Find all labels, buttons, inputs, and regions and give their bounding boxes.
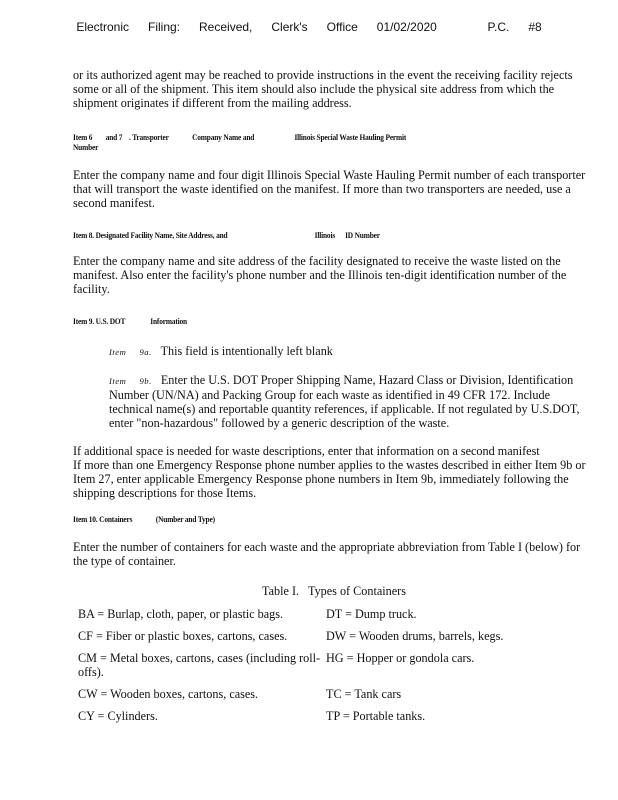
- item-9a-tag: Item 9a.: [109, 347, 152, 357]
- table-cell: DW = Wooden drums, barrels, kegs.: [326, 629, 504, 643]
- item-6-7-paragraph: Enter the company name and four digit Illinois Special Waste Hauling Permit number of each transporter that will transport the waste identified on the manifest. If more than two transporters are needed, use a second manifest.: [73, 168, 586, 210]
- item-9b-tag: Item 9b.: [109, 376, 152, 386]
- table-cell: CY = Cylinders.: [78, 709, 158, 723]
- page-header: [0, 20, 618, 34]
- item-9-additional-1: If additional space is needed for waste descriptions, enter that information on a second manifest: [73, 444, 540, 458]
- table-cell: DT = Dump truck.: [326, 607, 417, 621]
- item-6-7-heading: Item 6 and 7 . Transporter Company Name and Illinois Special Waste Hauling Permit: [73, 132, 407, 142]
- table-cell: HG = Hopper or gondola cars.: [326, 651, 475, 665]
- item-6-7-heading-cont: Number: [73, 142, 99, 152]
- item-9b: [109, 373, 595, 430]
- item-9-additional-2: If more than one Emergency Response phone number applies to the wastes described in either Item 9b or Item 27, enter applicable Emergency Response phone numbers in Item 9b, immediately following the shipping descriptions for those Items.: [73, 458, 586, 500]
- table-row: [76, 607, 556, 629]
- table-row: [76, 709, 556, 731]
- table-cell: CM = Metal boxes, cartons, cases (including roll-offs).: [78, 651, 321, 679]
- table-caption: Table I. Types of Containers: [262, 584, 406, 598]
- item-10-paragraph: Enter the number of containers for each waste and the appropriate abbreviation from Table I (below) for the type of container.: [73, 540, 581, 568]
- table-row: [76, 651, 556, 687]
- table-cell: BA = Burlap, cloth, paper, or plastic bags.: [78, 607, 284, 621]
- table-cell: TC = Tank cars: [326, 687, 402, 701]
- item-9a-text: This field is intentionally left blank: [160, 344, 333, 358]
- filing-stamp: Electronic Filing: Received, Clerk's Office 01/02/2020: [76, 20, 437, 34]
- item-9-heading: Item 9. U.S. DOT Information: [73, 316, 187, 326]
- container-types-table: [76, 607, 556, 731]
- table-cell: TP = Portable tanks.: [326, 709, 426, 723]
- table-row: [76, 629, 556, 651]
- table-row: [76, 687, 556, 709]
- item-10-heading: Item 10. Containers (Number and Type): [73, 514, 215, 524]
- pc-number: P.C. #8: [487, 20, 542, 34]
- table-cell: CW = Wooden boxes, cartons, cases.: [78, 687, 259, 701]
- item-9b-text: Enter the U.S. DOT Proper Shipping Name, Hazard Class or Division, Identification Number (UN/NA) and Packing Group for each waste as identified in 49 CFR 172. Include technical name(s) and reportable quantity references, if applicable. If not regulated by U.S.DOT, enter "non-hazardous" followed by a generic description of the waste.: [109, 373, 580, 430]
- document-body: [73, 68, 595, 731]
- item-8-paragraph: Enter the company name and site address of the facility designated to receive the waste listed on the manifest. Also enter the facility's phone number and the Illinois ten-digit identification number of the facility.: [73, 254, 567, 296]
- item-9a: [109, 344, 595, 359]
- item-8-heading: Item 8. Designated Facility Name, Site Address, and Illinois ID Number: [73, 230, 380, 240]
- table-cell: CF = Fiber or plastic boxes, cartons, cases.: [78, 629, 288, 643]
- intro-paragraph: or its authorized agent may be reached to provide instructions in the event the receiving facility rejects some or all of the shipment. This item should also include the physical site address from which the shipment originates if different from the mailing address.: [73, 68, 573, 110]
